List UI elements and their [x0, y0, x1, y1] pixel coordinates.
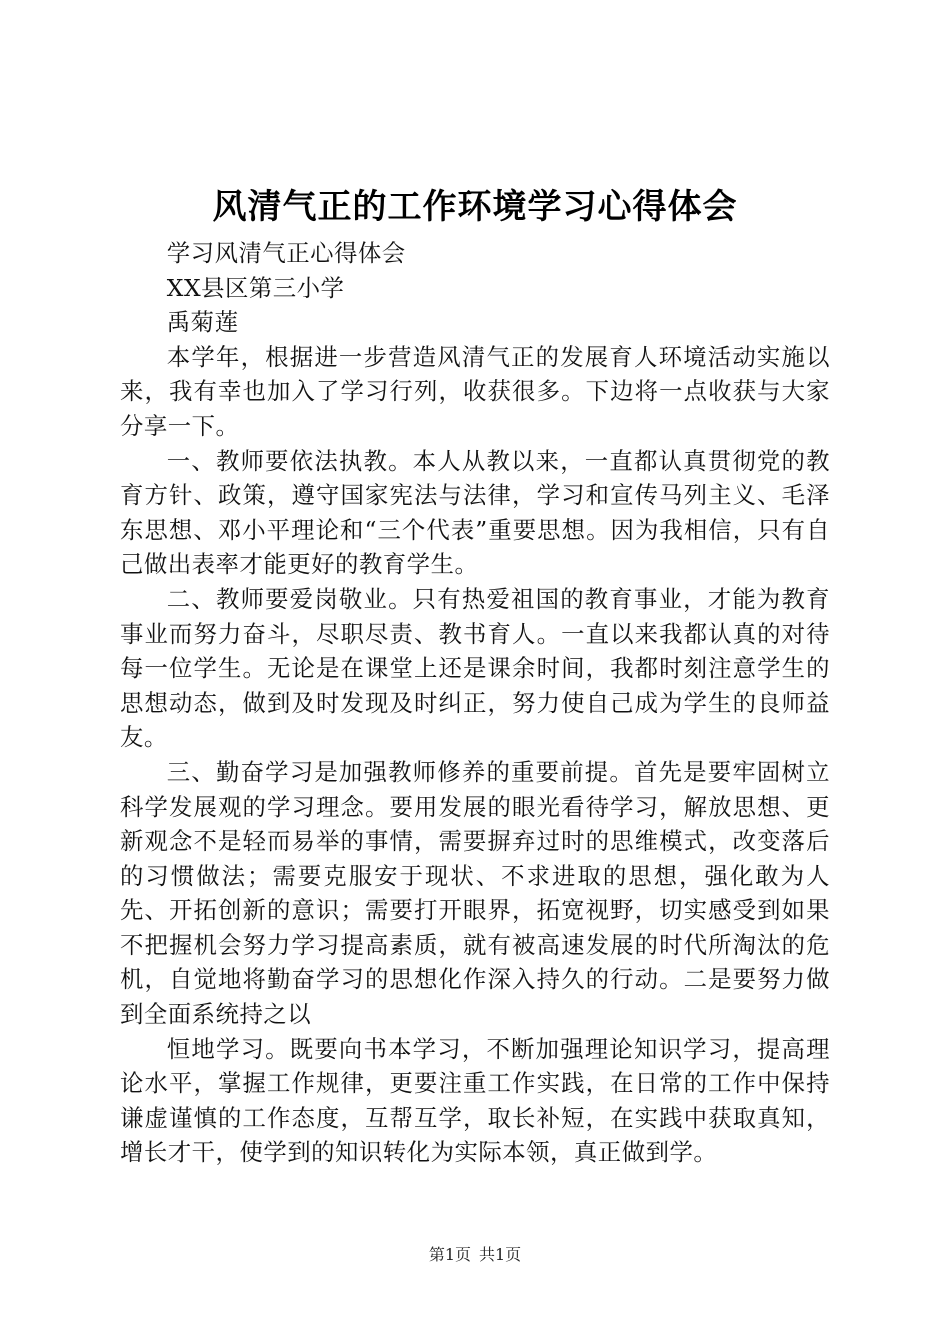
document-body [120, 236, 830, 1170]
paragraph-intro: 本学年，根据进一步营造风清气正的发展育人环境活动实施以来，我有幸也加入了学习行列，收获很多。下边将一点收获与大家分享一下。 [120, 342, 830, 440]
subtitle-line: 学习风清气正心得体会 [166, 239, 406, 267]
page-number: 第1页 [428, 1245, 471, 1264]
author-line: 禹菊莲 [166, 308, 239, 337]
page-footer [0, 1244, 950, 1266]
page-total: 共1页 [479, 1245, 522, 1264]
school-line: XX县区第三小学 [166, 273, 345, 302]
paragraph-section-2: 二、教师要爱岗敬业。只有热爱祖国的教育事业，才能为教育事业而努力奋斗，尽职尽责、教书育人。一直以来我都认真的对待每一位学生。无论是在课堂上还是课余时间，我都时刻注意学生的思想动态，做到及时发现及时纠正，努力使自己成为学生的良师益友。 [120, 584, 830, 752]
paragraph-section-1: 一、教师要依法执教。本人从教以来，一直都认真贯彻党的教育方针、政策，遵守国家宪法与法律，学习和宣传马列主义、毛泽东思想、邓小平理论和“三个代表”重要思想。因为我相信，只有自己做出表率才能更好的教育学生。 [120, 446, 830, 579]
document-title: 风清气正的工作环境学习心得体会 [212, 187, 738, 227]
paragraph-section-3: 三、勤奋学习是加强教师修养的重要前提。首先是要牢固树立科学发展观的学习理念。要用发展的眼光看待学习，解放思想、更新观念不是轻而易举的事情，需要摒弃过时的思维模式，改变落后的习惯做法；需要克服安于现状、不求进取的思想，强化敢为人先、开拓创新的意识；需要打开眼界，拓宽视野，切实感受到如果不把握机会努力学习提高素质，就有被高速发展的时代所淘汰的危机，自觉地将勤奋学习的思想化作深入持久的行动。二是要努力做到全面系统持之以 [120, 757, 830, 1029]
paragraph-continuation: 恒地学习。既要向书本学习，不断加强理论知识学习，提高理论水平，掌握工作规律，更要注重工作实践，在日常的工作中保持谦虚谨慎的工作态度，互帮互学，取长补短，在实践中获取真知，增长才干，使学到的知识转化为实际本领，真正做到学。 [120, 1034, 830, 1167]
